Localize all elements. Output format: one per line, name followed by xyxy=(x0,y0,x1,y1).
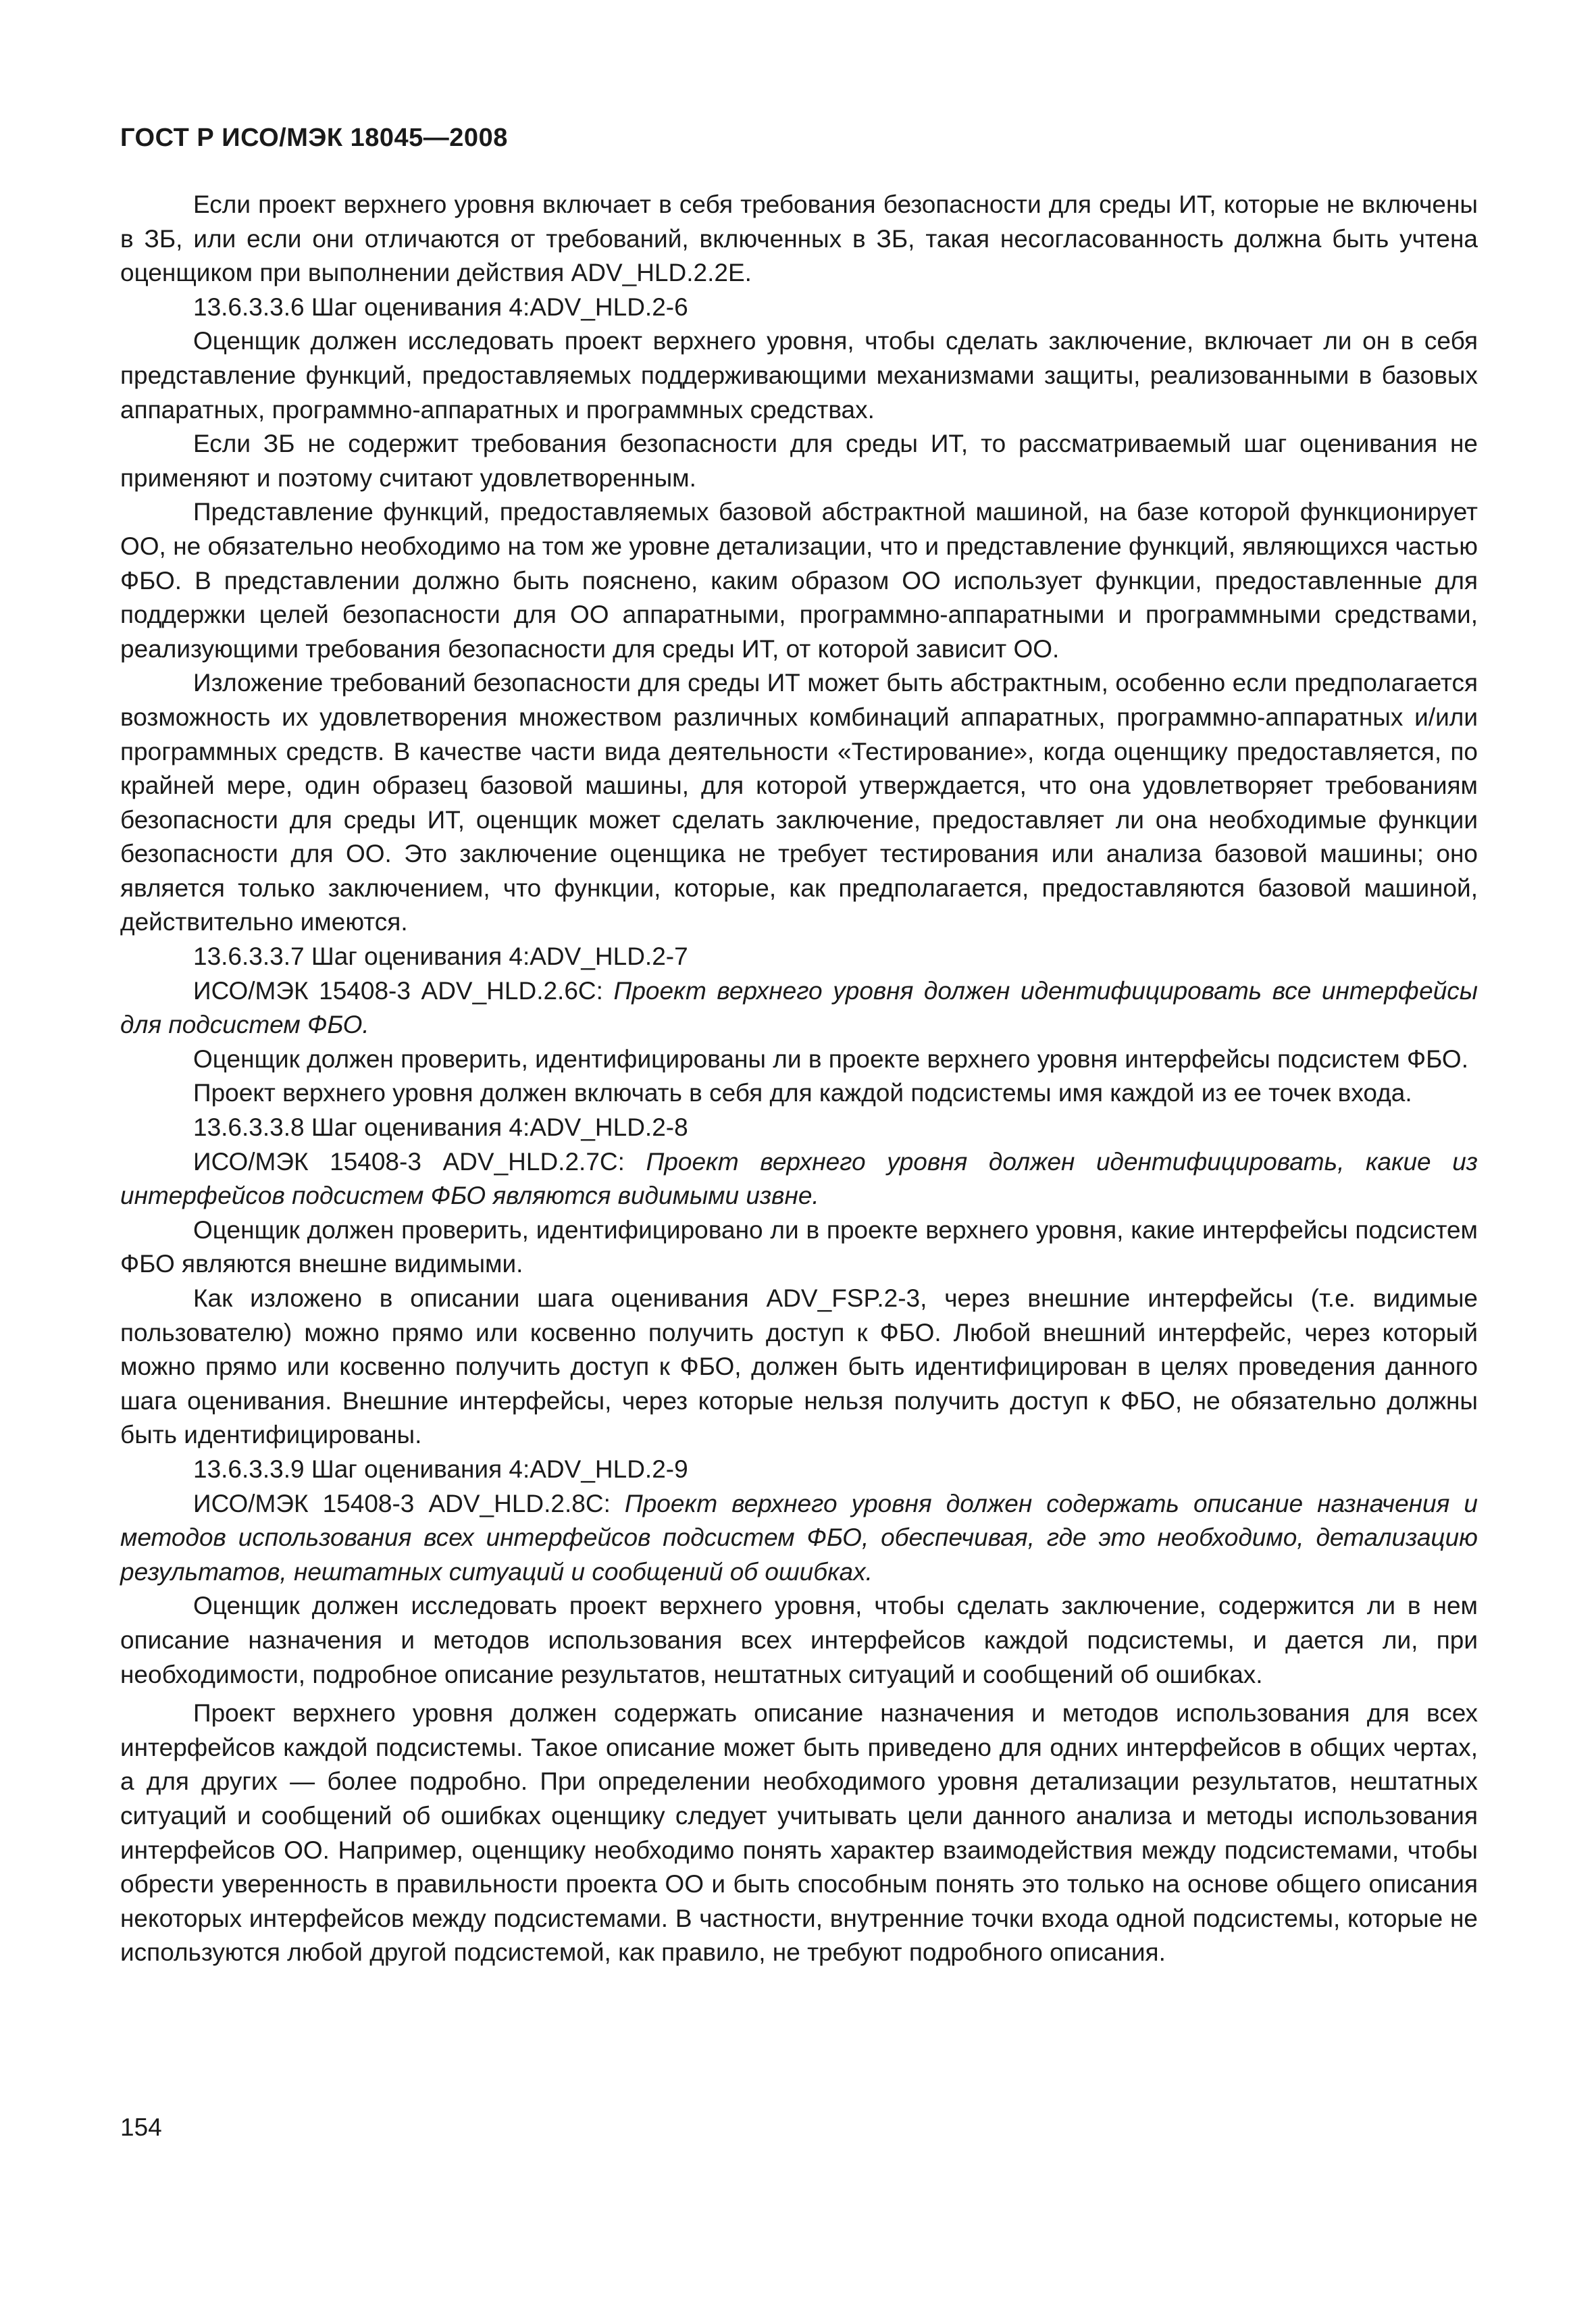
requirement-text: Проект верхнего уровня должен идентифицировать, какие из интерфейсов подсистем ФБО являются видимыми извне. xyxy=(120,1147,1478,1210)
section-heading: 13.6.3.3.9 Шаг оценивания 4:ADV_HLD.2-9 xyxy=(193,1455,688,1483)
paragraph: Проект верхнего уровня должен включать в себя для каждой подсистемы имя каждой из ее точек входа. xyxy=(193,1079,1412,1107)
document-header: ГОСТ Р ИСО/МЭК 18045—2008 xyxy=(120,124,508,152)
requirement-reference: ИСО/МЭК 15408-3 ADV_HLD.2.6C: xyxy=(193,976,614,1005)
paragraph: Если ЗБ не содержит требования безопасности для среды ИТ, то рассматриваемый шаг оценивания не применяют и поэтому считают удовлетворенным. xyxy=(120,430,1478,492)
requirement-text: Проект верхнего уровня должен идентифицировать все интерфейсы для подсистем ФБО. xyxy=(120,976,1478,1039)
requirement-paragraph xyxy=(120,974,1478,1042)
document-page xyxy=(120,122,1478,1970)
section-heading: 13.6.3.3.7 Шаг оценивания 4:ADV_HLD.2-7 xyxy=(193,942,688,971)
paragraph: Если проект верхнего уровня включает в себя требования безопасности для среды ИТ, которые не включены в ЗБ, или если они отличаются от требований, включенных в ЗБ, такая несогласованность должна быть учтена оценщиком при выполнении действия ADV_HLD.2.2E. xyxy=(120,191,1478,287)
requirement-reference: ИСО/МЭК 15408-3 ADV_HLD.2.8C: xyxy=(193,1489,625,1517)
paragraph: Изложение требований безопасности для среды ИТ может быть абстрактным, особенно если предполагается возможность их удовлетворения множеством различных комбинаций аппаратных, программно-аппаратных и/или программных средств. В качестве части вида деятельности «Тестирование», когда оценщику предоставляется, по крайней мере, один образец базовой машины, для которой утверждается, что она удовлетворяет требованиям безопасности для среды ИТ, оценщик может сделать заключение, предоставляет ли она необходимые функции безопасности для ОО. Это заключение оценщика не требует тестирования или анализа базовой машины; оно является только заключением, что функции, которые, как предполагается, предоставляются базовой машиной, действительно имеются. xyxy=(120,669,1478,936)
paragraph: Как изложено в описании шага оценивания ADV_FSP.2-3, через внешние интерфейсы (т.е. видимые пользователю) можно прямо или косвенно получить доступ к ФБО. Любой внешний интерфейс, через который можно прямо или косвенно получить доступ к ФБО, должен быть идентифицирован в целях проведения данного шага оценивания. Внешние интерфейсы, через которые нельзя получить доступ к ФБО, не обязательно должны быть идентифицированы. xyxy=(120,1284,1478,1449)
paragraph: Оценщик должен проверить, идентифицированы ли в проекте верхнего уровня интерфейсы подсистем ФБО. xyxy=(193,1045,1468,1073)
document-body xyxy=(120,188,1478,1970)
section-heading: 13.6.3.3.6 Шаг оценивания 4:ADV_HLD.2-6 xyxy=(193,293,688,321)
paragraph: Проект верхнего уровня должен содержать описание назначения и методов использования для всех интерфейсов каждой подсистемы. Такое описание может быть приведено для одних интерфейсов в общих чертах, а для других — более подробно. При определении необходимого уровня детализации результатов, нештатных ситуаций и сообщений об ошибках оценщику следует учитывать цели данного анализа и методы использования интерфейсов ОО. Например, оценщику необходимо понять характер взаимодействия между подсистемами, чтобы обрести уверенность в правильности проекта ОО и быть способным понять это только на основе общего описания некоторых интерфейсов между подсистемами. В частности, внутренние точки входа одной подсистемы, которые не используются любой другой подсистемой, как правило, не требуют подробного описания. xyxy=(120,1699,1478,1967)
requirement-reference: ИСО/МЭК 15408-3 ADV_HLD.2.7C: xyxy=(193,1147,646,1176)
section-heading: 13.6.3.3.8 Шаг оценивания 4:ADV_HLD.2-8 xyxy=(193,1113,688,1142)
paragraph: Оценщик должен исследовать проект верхнего уровня, чтобы сделать заключение, содержится ли в нем описание назначения и методов использования всех интерфейсов каждой подсистемы, и дается ли, при необходимости, подробное описание результатов, нештатных ситуаций и сообщений об ошибках. xyxy=(120,1592,1478,1688)
paragraph: Оценщик должен исследовать проект верхнего уровня, чтобы сделать заключение, включает ли он в себя представление функций, предоставляемых поддерживающими механизмами защиты, реализованными в базовых аппаратных, программно-аппаратных и программных средствах. xyxy=(120,327,1478,424)
paragraph: Представление функций, предоставляемых базовой абстрактной машиной, на базе которой функционирует ОО, не обязательно необходимо на том же уровне детализации, что и представление функций, являющихся частью ФБО. В представлении должно быть пояснено, каким образом ОО использует функции, предоставленные для поддержки целей безопасности для ОО аппаратными, программно-аппаратными и программными средствами, реализующими требования безопасности для среды ИТ, от которой зависит ОО. xyxy=(120,498,1478,663)
requirement-paragraph xyxy=(120,1487,1478,1590)
paragraph: Оценщик должен проверить, идентифицировано ли в проекте верхнего уровня, какие интерфейсы подсистем ФБО являются внешне видимыми. xyxy=(120,1215,1478,1278)
requirement-paragraph xyxy=(120,1145,1478,1213)
requirement-text: Проект верхнего уровня должен содержать описание назначения и методов использования всех интерфейсов подсистем ФБО, обеспечивая, где это необходимо, детализацию результатов, нештатных ситуаций и сообщений об ошибках. xyxy=(120,1489,1478,1586)
page-number: 154 xyxy=(120,2113,162,2141)
